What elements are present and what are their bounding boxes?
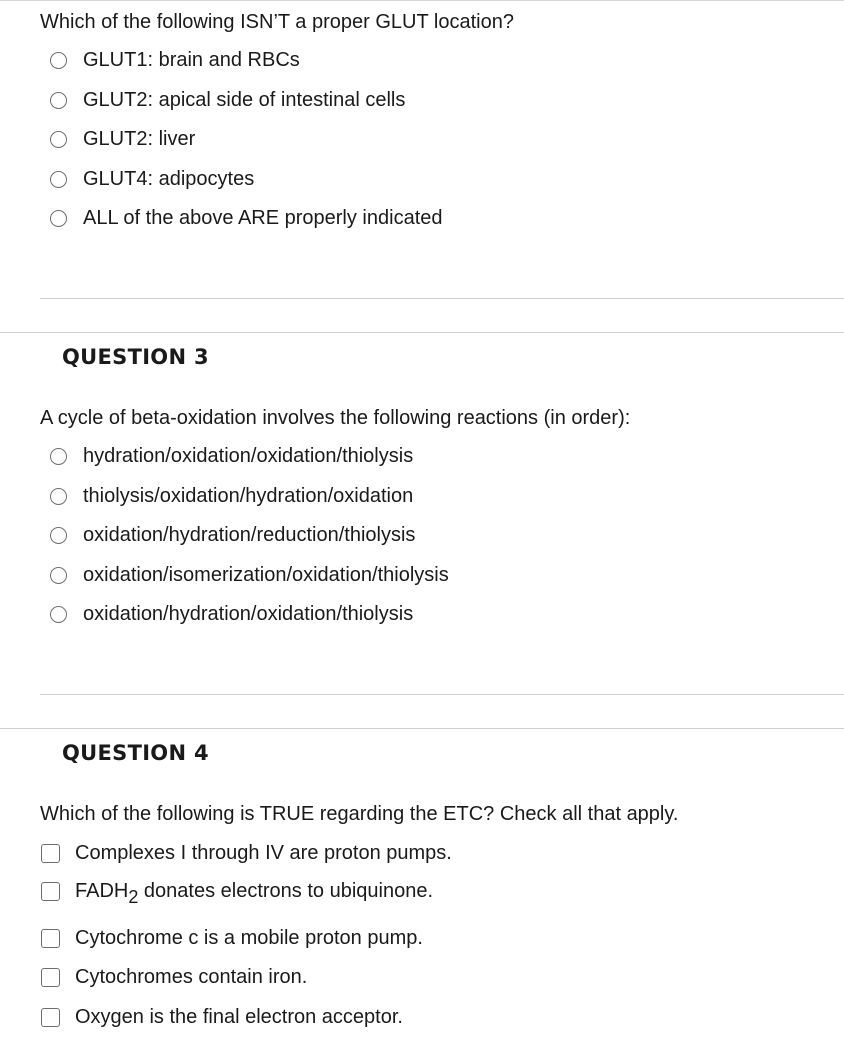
- question-4-heading: QUESTION 4: [62, 741, 209, 765]
- q2-option-3[interactable]: [50, 126, 195, 152]
- option-label-rest: donates electrons to ubiquinone.: [138, 879, 434, 902]
- option-label: Cytochrome c is a mobile proton pump.: [75, 926, 423, 949]
- question-3-heading: QUESTION 3: [62, 345, 209, 369]
- q4-option-2[interactable]: [41, 878, 434, 907]
- radio-button[interactable]: [50, 52, 67, 69]
- q3-option-3[interactable]: [50, 522, 415, 548]
- top-divider: [0, 0, 844, 1]
- radio-button[interactable]: [50, 171, 67, 188]
- checkbox[interactable]: [41, 882, 60, 901]
- option-label: Oxygen is the final electron acceptor.: [75, 1005, 403, 1028]
- q3-option-4[interactable]: [50, 562, 449, 588]
- radio-button[interactable]: [50, 606, 67, 623]
- q3-prompt: A cycle of beta-oxidation involves the following reactions (in order):: [40, 407, 631, 429]
- option-label: Complexes I through IV are proton pumps.: [75, 841, 452, 864]
- option-label: oxidation/hydration/oxidation/thiolysis: [83, 602, 414, 625]
- q4-option-5[interactable]: [41, 1004, 403, 1030]
- option-label: GLUT2: apical side of intestinal cells: [83, 88, 406, 111]
- q2-option-4[interactable]: [50, 166, 254, 192]
- q4-prompt: Which of the following is TRUE regarding the ETC? Check all that apply.: [40, 803, 679, 825]
- radio-button[interactable]: [50, 488, 67, 505]
- q3-option-5[interactable]: [50, 601, 413, 627]
- option-label: GLUT4: adipocytes: [83, 167, 255, 190]
- q2-option-5[interactable]: [50, 205, 443, 231]
- q4-option-4[interactable]: [41, 964, 307, 990]
- answer-divider: [40, 298, 844, 299]
- radio-button[interactable]: [50, 448, 67, 465]
- radio-button[interactable]: [50, 92, 67, 109]
- question-divider: [0, 728, 844, 729]
- option-label: GLUT1: brain and RBCs: [83, 48, 300, 71]
- question-divider: [0, 332, 844, 333]
- checkbox[interactable]: [41, 929, 60, 948]
- q2-option-2[interactable]: [50, 87, 405, 113]
- answer-divider: [40, 694, 844, 695]
- checkbox[interactable]: [41, 844, 60, 863]
- option-label: oxidation/isomerization/oxidation/thiolysis: [83, 563, 449, 586]
- radio-button[interactable]: [50, 527, 67, 544]
- q3-option-1[interactable]: [50, 443, 413, 469]
- radio-button[interactable]: [50, 210, 67, 227]
- q4-option-1[interactable]: [41, 840, 452, 866]
- q2-option-1[interactable]: [50, 47, 300, 73]
- q2-prompt: Which of the following ISN’T a proper GLUT location?: [40, 11, 514, 33]
- option-label: thiolysis/oxidation/hydration/oxidation: [83, 484, 414, 507]
- subscript-2: 2: [128, 886, 139, 907]
- option-label: oxidation/hydration/reduction/thiolysis: [83, 523, 416, 546]
- checkbox[interactable]: [41, 1008, 60, 1027]
- option-label: [75, 879, 434, 907]
- option-label: hydration/oxidation/oxidation/thiolysis: [83, 444, 414, 467]
- q4-option-3[interactable]: [41, 925, 423, 951]
- fadh-text: FADH: [75, 879, 129, 902]
- q3-option-2[interactable]: [50, 483, 413, 509]
- radio-button[interactable]: [50, 567, 67, 584]
- option-label: ALL of the above ARE properly indicated: [83, 206, 443, 229]
- option-label: GLUT2: liver: [83, 127, 196, 150]
- radio-button[interactable]: [50, 131, 67, 148]
- option-label: Cytochromes contain iron.: [75, 965, 308, 988]
- checkbox[interactable]: [41, 968, 60, 987]
